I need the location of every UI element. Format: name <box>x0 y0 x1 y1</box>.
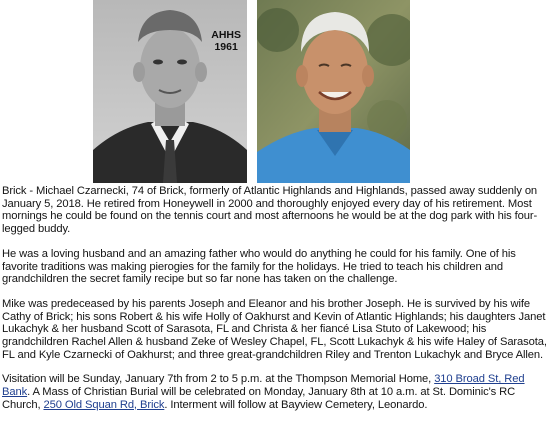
interment-text: . Interment will follow at Bayview Cemetery, Leonardo. <box>164 398 428 411</box>
recent-photo <box>257 0 410 183</box>
visitation-text: Visitation will be Sunday, January 7th from 2 to 5 p.m. at the Thompson Memorial Home, <box>2 373 435 386</box>
obituary-paragraph-1: Brick - Michael Czarnecki, 74 of Brick, formerly of Atlantic Highlands and Highlands, passed away suddenly on January 5, 2018. He retired from Honeywell in 2000 and thoroughly enjoyed every day of his retirement. Most mornings he could be found on the tennis court and most afternoons he would be at the dog park with his four-legged buddy. <box>2 185 538 236</box>
obituary-text <box>2 185 548 412</box>
mass-text: . A Mass of Christian Burial will be celebrated on Monday, January 8th at 10 a.m. at St. Dominic's RC Church, <box>2 386 516 411</box>
photo-caption <box>211 29 241 53</box>
caption-school: AHHS <box>211 29 241 41</box>
obituary-paragraph-4 <box>2 373 548 411</box>
funeral-home-address-link[interactable]: 310 Broad St, Red Bank <box>2 373 525 399</box>
caption-year: 1961 <box>214 41 238 53</box>
obituary-paragraph-3: Mike was predeceased by his parents Joseph and Eleanor and his brother Joseph. He is survived by his wife Cathy of Brick; his sons Robert & his wife Holly of Oakhurst and Kevin of Atlantic Highlands; his daughters Janet Lukachyk & her husband Scott of Sarasota, FL and Christa & her fiancé Lisa Stuto of Lakewood; his grandchildren Rachel Allen & husband Zeke of Wesley Chapel, FL, Scott Lukachyk & his wife Haley of Sarasota, FL and Kyle Czarnecki of Oakhurst; and three great-grandchildren Riley and Trenton Lukachyk and Bryce Allen. <box>2 297 547 361</box>
obituary-paragraph-2: He was a loving husband and an amazing father who would do anything he could for his family. One of his favorite traditions was making pierogies for the family for the holidays. He tried to teach his children and grandchildren the secret family recipe but so far none has taken on the challenge. <box>2 247 516 286</box>
yearbook-photo <box>93 0 247 183</box>
church-address-link[interactable]: 250 Old Squan Rd, Brick <box>43 398 165 411</box>
